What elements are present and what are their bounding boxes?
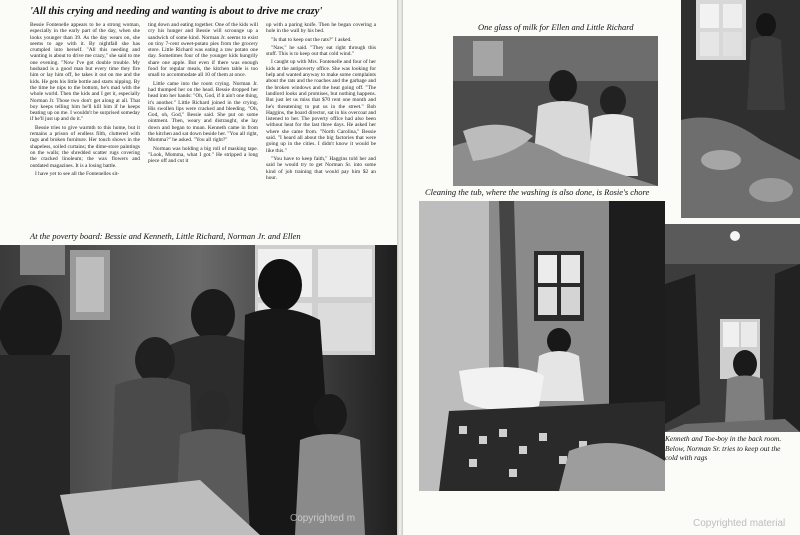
article-column-3 [266,22,376,183]
watermark-right: Copyrighted material [693,518,786,529]
paragraph: "Is that to keep out the rats?" I asked. [271,36,352,43]
caption-back-room: Kenneth and Toe-boy in the back room. Below, Norman Sr. tries to keep out the cold with rags [665,434,782,462]
caption-milk: One glass of milk for Ellen and Little Richard [478,22,634,32]
caption-poverty-board: At the poverty board: Bessie and Kenneth, Little Richard, Norman Jr. and Ellen [30,231,301,241]
poverty-board-photo [0,245,397,535]
paragraph: Norman was holding a big roll of masking tape. "Look, Momma, what I got." He stripped a long piece off and cut it [148,145,258,165]
paragraph: I have yet to see all the Fontenelles sit- [35,170,120,177]
milk-photo [453,36,658,186]
paragraph: Little came into the room crying. Norman Jr. had thumped her on the head. Bessie dropped her head into her hands: "Oh, God, if it ain't one thing, it's another." Little Richard joined in the crying. His swollen lips were cracked and bleeding. "Oh, God, oh, God," Bessie said. She put on some ointment. Then, weary and distraught, she lay down and began to moan. Kenneth came in from the kitchen and sat down beside her. "You all right, Momma?" he asked. "You all right?" [148,80,258,144]
caption-tub: Cleaning the tub, where the washing is also done, is Rosie's chore [425,187,650,197]
tub-photo [419,201,665,491]
paragraph: Bessie tries to give warmth to this home, but it remains a prison of endless filth, cluttered with rags and broken furniture. Her touch shows in the shapeless, soiled curtains; the dime-store paintings on the walls; the shredded scatter rugs covering the cracked linoleum; the wax flowers and outdated magazines. It is a losing battle. [30,124,140,169]
norman-rags-photo [665,224,800,432]
paragraph: ting down and eating together. One of the kids will cry his hunger and Bessie will scrounge up a sandwich of some kind. Norman Jr. seems to exist on tiny 7-cent sweet-potato pies from the grocery store. Little Richard was eating a raw potato one day. Sometimes four of the younger kids hungrily share one apple. But even if there was enough food for regular meals, the kitchen table is too small to accommodate all 10 of them at once. [148,22,258,79]
article-column-1 [30,22,140,179]
left-page [0,0,397,535]
right-page [403,0,800,535]
watermark-left: Copyrighted m [290,513,356,524]
article-headline: 'All this crying and needing and wanting is about to drive me crazy' [30,6,323,17]
paragraph: "Naw," he said. "They eat right through this stuff. This is to keep out that cold wind." [266,44,376,58]
article-column-2 [148,22,258,167]
paragraph: Bessie Fontenelle appears to be a strong woman, especially in the early part of the day, when she looks younger than 39. As the day wears on, she seems to age with it. By nightfall she has crumpled into herself. "All this needing and wanting is about to drive me crazy," she said to me one evening. "Now I've got double trouble. My husband is a good man but every time they fire him or lay him off, he takes it out on me and the kids. He gets his little bottle and starts nipping. By the time he nips to the bottom, he's mad with the whole world. Then the kids and I get it, especially Norman Jr. Those two don't get along at all. That boy keeps telling him he'll kill him if he keeps beating up on me. I wouldn't be surprised someday if he'll just up and do it." [30,22,140,123]
paragraph: I caught up with Mrs. Fontenelle and four of her kids at the antipoverty office. She was looking for help and wanted anyway to make some complaints about the rats and the roaches and the garbage and the broken windows and the heat going off. "The landlord looks and promises, but nothing happens. But just let us miss that $70 rent one month and he's threatening to put us in the street." Bob Haggins, the board director, sat in his overcoat and listened to her. The poverty office had also been without heat for the last three days. He asked her where she came from. "North Carolina," Bessie said. "I heard all about the big factories that were going up in the cities. I didn't know it would be like this." [266,59,376,154]
paragraph: up with a paring knife. Then he began covering a hole in the wall by his bed. [266,22,376,35]
paragraph: "You have to keep faith," Haggins told her and said he would try to get Norman Sr. into some kind of job training that would pay him $2 an hour. [266,155,376,181]
back-room-photo [681,0,800,218]
